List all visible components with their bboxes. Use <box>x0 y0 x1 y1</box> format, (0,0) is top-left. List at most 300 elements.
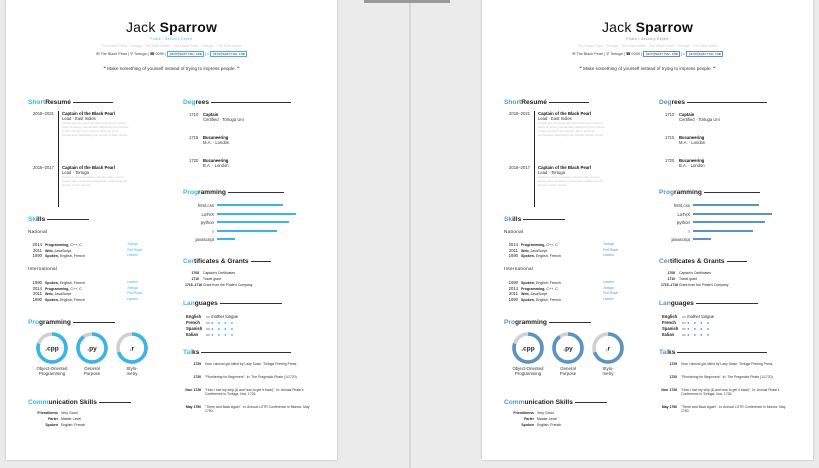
resume-sub: Lead · Tortuga <box>62 170 89 175</box>
resume-sub: Lead · East Indies <box>62 116 96 121</box>
degree-title: Bucaneering <box>203 158 229 163</box>
resume-desc: Found a secret treasure, lost the ship. Lorem ipsum dolor sit amet, consectetur adipiscing elit. Donec a diam lectus. <box>538 175 604 187</box>
section-certificates <box>183 258 271 265</box>
certificate-text: Travel grant <box>679 277 697 281</box>
section-programming-bars-accent: Prog <box>659 189 675 196</box>
skill-location: London <box>603 280 614 284</box>
resume-page-left <box>6 0 337 460</box>
skill-year: 2011 <box>32 247 42 253</box>
language-row <box>186 314 238 319</box>
degree-year: 1715 <box>665 135 675 140</box>
programming-bar-label: LaTeX <box>201 211 214 217</box>
section-degrees-rule <box>687 102 767 103</box>
language-row <box>186 326 235 331</box>
skill-row <box>30 247 142 253</box>
ring-caption <box>70 366 114 376</box>
homepage-link[interactable]: jack@sparrow.com <box>688 52 721 56</box>
section-languages-accent: Lan <box>659 300 671 307</box>
talk-year: May 1750 <box>185 405 201 409</box>
talk-year: 1729 <box>193 362 201 366</box>
talk-text: How I almost got killed by Lady Swan. Tortuga Printing Press. <box>205 362 298 366</box>
quote-text: Make something of yourself instead of trying to impress people. <box>583 66 712 71</box>
section-programming-bars <box>183 189 284 196</box>
skill-year: 1690 <box>508 280 518 285</box>
communication-key: Friendliness <box>513 411 534 415</box>
section-programming-bars-accent: Prog <box>183 189 199 196</box>
communication-key: Spoken <box>45 423 58 427</box>
first-name: Jack <box>125 19 156 35</box>
talk-year: 1720 <box>669 375 677 379</box>
skill-kind: Spoken, <box>521 254 535 258</box>
communication-row <box>504 417 557 421</box>
communication-row <box>28 411 78 415</box>
section-programming-bars <box>659 189 760 196</box>
language-level: ● ● ● ● <box>211 326 235 331</box>
skill-detail: JavaScript <box>54 292 72 296</box>
ring-label: .py <box>563 345 573 353</box>
certificate-year: 1708 <box>191 271 199 275</box>
language-name: Italian <box>662 332 675 337</box>
address-line: The Black Pearl · Tortuga · The East Indies · The Black Pearl · Tortuga · The East Indies <box>101 44 242 48</box>
skill-location: London <box>603 253 614 257</box>
talk-year: Nov. 1726 <box>185 388 201 392</box>
resume-desc: Finally got the good old ship back.Lorem ipsum dolor sit amet, consectetur adipiscing elit. Donec a diam lectus.Lorem ipsum dolor sit amet, consectetur adipiscing elit. Donec a diam lectus. <box>62 121 129 137</box>
language-name: English <box>186 314 202 319</box>
section-degrees-accent: Deg <box>183 99 196 106</box>
section-short-resume <box>28 99 113 106</box>
skill-year: 1690 <box>508 296 518 302</box>
section-communication-rest: unication Skills <box>524 399 573 406</box>
skill-year: 1690 <box>32 296 42 302</box>
ring-caption <box>110 366 154 376</box>
skill-location: Tortuga <box>127 242 138 246</box>
skill-location: London <box>127 296 138 301</box>
certificate-row <box>185 277 221 281</box>
section-programming-accent: Pro <box>28 319 39 326</box>
programming-bar-label: html,css <box>197 203 214 208</box>
language-name: Spanish <box>662 326 679 331</box>
section-languages <box>183 300 282 307</box>
skills-national-label: National <box>504 229 524 234</box>
section-programming-bars-rule <box>228 192 284 193</box>
section-certificates-rest: tificates & Grants <box>670 258 725 265</box>
skill-year: 1690 <box>32 253 42 258</box>
skill-kind: Programming, <box>521 286 546 291</box>
contact-ship: The Black Pearl <box>100 52 128 56</box>
section-programming-bars-rule <box>704 192 760 193</box>
language-icon: ▭ <box>682 320 688 325</box>
ring-label: .cpp <box>45 345 59 353</box>
section-talks-rest: ks <box>668 349 676 356</box>
section-degrees-rest: rees <box>671 99 686 106</box>
ring-caption-line2: Purpose <box>559 371 577 376</box>
ring-caption-line1: General <box>560 366 576 371</box>
skill-row <box>30 280 138 285</box>
programming-bar <box>217 238 235 240</box>
skill-year: 2011 <box>508 247 518 253</box>
quote <box>482 66 813 72</box>
certificate-row <box>661 271 711 275</box>
section-talks-accent: Tal <box>183 349 193 356</box>
skill-row <box>506 285 614 291</box>
communication-key: Parler <box>48 417 58 421</box>
skill-row <box>506 242 614 247</box>
programming-bar-label: python <box>676 220 690 225</box>
programming-bar-label: r <box>688 228 690 234</box>
section-certificates-rest: tificates & Grants <box>194 258 249 265</box>
skill-kind: Programming, <box>45 243 70 247</box>
communication-row <box>504 423 561 427</box>
skill-ring <box>35 331 69 365</box>
email-link[interactable]: jack@sparrow.com <box>645 52 678 56</box>
section-programming-rule <box>73 322 115 323</box>
skill-location: London <box>127 253 138 257</box>
homepage-icon: ⌂ <box>682 52 687 56</box>
skill-detail: JavaScript <box>530 292 548 296</box>
skill-kind: Web, <box>45 248 54 253</box>
section-languages-rule <box>220 303 282 304</box>
ring-label: .r <box>129 345 135 353</box>
section-short-resume-rest: Resumé <box>521 99 547 106</box>
programming-bar-label: html,css <box>673 203 690 208</box>
degree-sub: B.A. · London <box>203 163 229 168</box>
ring-caption-line1: Object-Oriented <box>36 366 68 371</box>
skill-detail: English, French <box>59 254 85 258</box>
section-certificates-accent: Cer <box>659 258 670 265</box>
resume-title: Captain of the Black Pearl <box>62 111 116 116</box>
resume-body <box>62 111 130 138</box>
talk-text: How I almost got killed by Lady Swan. Tortuga Printing Press. <box>681 362 774 366</box>
talk-year: 1720 <box>193 375 201 379</box>
ring-caption-line1: Stylo- <box>126 366 138 371</box>
language-name: Italian <box>186 332 199 337</box>
quote-text: Make something of yourself instead of trying to impress people. <box>107 66 236 71</box>
skill-detail: JavaScript <box>54 248 72 253</box>
skill-ring <box>551 331 585 365</box>
programming-bar <box>217 221 289 223</box>
contact-ship: The Black Pearl <box>576 52 604 56</box>
programming-bar-label: r <box>212 228 214 234</box>
skill-detail: JavaScript <box>530 248 548 253</box>
certificate-row <box>661 277 697 281</box>
section-programming-rule <box>549 322 591 323</box>
skill-detail: C++, C <box>70 243 82 247</box>
ring-caption-line1: General <box>84 366 100 371</box>
resume-desc: Finally got the good old ship back.Lorem ipsum dolor sit amet, consectetur adipiscing elit. Donec a diam lectus.Lorem ipsum dolor sit amet, consectetur adipiscing elit. Donec a diam lectus. <box>538 121 605 137</box>
address-line: The Black Pearl · Tortuga · The East Indies · The Black Pearl · Tortuga · The East Indies <box>577 44 718 48</box>
skill-ring <box>511 331 545 365</box>
ring-caption <box>546 366 590 376</box>
skill-row <box>30 253 138 258</box>
programming-bar <box>217 213 296 215</box>
quote-close-icon: ❞ <box>235 66 240 71</box>
skill-year: 1690 <box>508 253 518 258</box>
skill-year: 2014 <box>32 242 42 247</box>
ring-caption <box>506 366 550 376</box>
skill-row <box>506 291 618 296</box>
programming-bar <box>693 204 759 206</box>
last-name: Sparrow <box>635 19 694 35</box>
resume-body <box>538 111 606 138</box>
certificate-year: 1715–1716 <box>661 283 678 287</box>
language-level: ● ● ● ● <box>211 320 235 325</box>
skill-location: Port Royal <box>127 291 142 295</box>
skill-row <box>30 242 138 247</box>
language-row <box>662 314 714 319</box>
mail-icon: ✉ <box>96 52 101 56</box>
language-level: ● ● ● ● <box>687 320 711 325</box>
skill-location: Tortuga <box>603 285 614 290</box>
communication-row <box>28 417 81 421</box>
section-degrees-rest: rees <box>195 99 210 106</box>
contact-phone: 0099 <box>631 52 640 56</box>
section-talks <box>659 349 767 356</box>
section-skills <box>504 216 565 223</box>
resume-date: 2018–2021 <box>509 111 530 116</box>
communication-value: English, French <box>61 423 86 427</box>
degree-year: 1710 <box>665 112 675 117</box>
degree-title: Bucaneering <box>679 158 705 163</box>
section-skills-accent: Sk <box>28 216 37 223</box>
skill-location: Tortuga <box>127 285 138 290</box>
timeline-line <box>58 111 59 207</box>
section-languages-rest: guages <box>194 300 218 307</box>
communication-value: Master Level <box>537 417 558 421</box>
talk-text: "How I lost my ship (& and how to get it back)". In: Annual Pirate's Conference in Tortuga. Nov. 1726. <box>681 388 780 397</box>
section-communication-rule <box>575 402 607 403</box>
programming-bar <box>217 204 283 206</box>
language-icon: ▭ <box>682 326 688 331</box>
communication-value: Very Good <box>61 411 78 415</box>
section-talks-accent: Tal <box>659 349 669 356</box>
contact-place: Tortuga <box>133 52 147 56</box>
resume-title: Captain of the Black Pearl <box>538 165 592 170</box>
section-skills-rest: ills <box>36 216 46 223</box>
skill-detail: C++, C <box>546 286 558 291</box>
language-icon: ▭ <box>682 332 688 337</box>
language-icon: ▭ <box>206 320 212 325</box>
communication-row <box>28 423 85 427</box>
section-programming-accent: Pro <box>504 319 515 326</box>
quote-close-icon: ❞ <box>711 66 716 71</box>
resume-body <box>62 165 130 188</box>
skill-kind: Spoken, <box>521 297 535 302</box>
ring-caption <box>30 366 74 376</box>
section-communication-accent: Comm <box>504 399 525 406</box>
programming-bar <box>693 238 711 240</box>
certificate-text: Travel grant <box>203 277 221 281</box>
skill-detail: English, French <box>59 297 85 302</box>
section-talks-rest: ks <box>192 349 200 356</box>
contact-line: ✉ The Black Pearl | ⚲ Tortuga | ☎ 0099 | jack@sparrow.com | ⌂ jack@sparrow.com <box>572 52 721 56</box>
quote-open-icon: ❝ <box>579 66 584 71</box>
section-communication <box>504 399 607 406</box>
talk-year: 1729 <box>669 362 677 366</box>
homepage-icon: ⌂ <box>206 52 211 56</box>
resume-date: 2018–2021 <box>33 111 54 116</box>
section-certificates-rule <box>727 261 747 262</box>
section-talks <box>183 349 291 356</box>
skill-year: 2011 <box>32 291 42 296</box>
degree-year: 1715 <box>189 135 199 140</box>
map-pin-icon: ⚲ <box>130 52 134 56</box>
ring-caption-line1: Object-Oriented <box>512 366 544 371</box>
section-degrees <box>183 99 291 106</box>
ring-label: .cpp <box>521 345 535 353</box>
certificate-text: Grant from the Pirate's Company <box>203 283 253 287</box>
ring-label: .py <box>87 345 97 353</box>
language-row <box>662 332 711 337</box>
skill-detail: C++, C <box>70 286 82 291</box>
section-skills-accent: Sk <box>504 216 513 223</box>
degree-sub: M.A. · London <box>679 140 706 145</box>
skill-location: Port Royal <box>603 291 618 295</box>
resume-body <box>538 165 606 188</box>
resume-title: Captain of the Black Pearl <box>538 111 592 116</box>
resume-subtitle: Pirate ▪ Security Expert <box>626 37 669 41</box>
resume-sub: Lead · East Indies <box>538 116 572 121</box>
language-name: English <box>662 314 678 319</box>
certificate-text: Captain's Certificates <box>679 271 711 275</box>
phone-icon: ☎ <box>149 52 156 56</box>
skill-detail: English, French <box>535 297 561 302</box>
language-level: ● ● ● ● <box>687 332 711 337</box>
skill-row <box>30 296 138 302</box>
language-level: mother tongue <box>687 314 715 319</box>
language-icon: ▭ <box>206 314 212 319</box>
language-name: Spanish <box>186 326 203 331</box>
skill-location: London <box>603 296 614 301</box>
skill-row <box>506 296 614 302</box>
skill-year: 1690 <box>32 280 42 285</box>
ring-caption-line2: Purpose <box>83 371 101 376</box>
section-programming-rest: gramming <box>39 319 71 326</box>
quote-open-icon: ❝ <box>103 66 108 71</box>
ring-caption-line2: metry <box>602 371 614 376</box>
phone-icon: ☎ <box>625 52 632 56</box>
language-level: mother tongue <box>211 314 239 319</box>
contact-line: ✉ The Black Pearl | ⚲ Tortuga | ☎ 0099 | jack@sparrow.com | ⌂ jack@sparrow.com <box>96 52 245 56</box>
language-name: French <box>186 320 200 325</box>
section-programming <box>504 319 591 326</box>
first-name: Jack <box>601 19 632 35</box>
section-languages-rest: guages <box>670 300 694 307</box>
section-programming <box>28 319 115 326</box>
skill-kind: Spoken, <box>45 297 59 302</box>
section-short-resume-accent: Short <box>28 99 46 106</box>
skill-location: London <box>127 280 138 284</box>
section-skills-rule <box>47 219 89 220</box>
last-name: Sparrow <box>159 19 218 35</box>
resume-subtitle: Pirate ▪ Security Expert <box>150 37 193 41</box>
certificate-year: 1715–1716 <box>185 283 202 287</box>
skill-kind: Programming, <box>521 243 546 247</box>
language-row <box>662 326 711 331</box>
skill-row <box>506 253 614 258</box>
scroll-indicator <box>364 0 450 3</box>
skill-detail: English, French <box>535 254 561 258</box>
language-row <box>186 332 235 337</box>
programming-bar <box>693 230 753 232</box>
degree-year: 1720 <box>189 158 199 163</box>
ring-caption-line2: Programming <box>38 371 66 376</box>
section-short-resume-rule <box>73 102 113 103</box>
resume-sub: Lead · Tortuga <box>538 170 565 175</box>
talk-text: "Plundering for Beginners". In: The Pragmatic Pirate (1/1720). <box>681 375 774 379</box>
section-degrees <box>659 99 767 106</box>
skill-year: 2014 <box>508 285 518 291</box>
programming-bar-label: LaTeX <box>677 211 690 217</box>
skills-national-label: National <box>28 229 48 234</box>
section-communication-rule <box>99 402 131 403</box>
email-link[interactable]: jack@sparrow.com <box>169 52 202 56</box>
section-short-resume-rule <box>549 102 589 103</box>
ring-caption-line2: metry <box>126 371 138 376</box>
section-degrees-accent: Deg <box>659 99 672 106</box>
resume-title: Captain of the Black Pearl <box>62 165 116 170</box>
programming-bar-label: python <box>200 220 214 225</box>
skill-row <box>30 291 142 296</box>
degree-sub: Certified · Tortuga Uni <box>679 117 720 122</box>
timeline-line <box>534 111 535 207</box>
section-skills <box>28 216 89 223</box>
homepage-link[interactable]: jack@sparrow.com <box>212 52 245 56</box>
programming-bar <box>693 213 772 215</box>
skill-ring <box>115 331 149 365</box>
ring-label: .r <box>605 345 611 353</box>
certificate-row <box>185 271 235 275</box>
section-certificates <box>659 258 747 265</box>
section-languages <box>659 300 758 307</box>
section-degrees-rule <box>211 102 291 103</box>
section-talks-rule <box>677 352 767 353</box>
communication-value: Master Level <box>61 417 82 421</box>
degree-year: 1720 <box>665 158 675 163</box>
skill-year: 2011 <box>508 291 518 296</box>
section-programming-bars-rest: ramming <box>198 189 226 196</box>
skill-row <box>30 285 138 291</box>
language-level: ● ● ● ● <box>211 332 235 337</box>
skill-kind: Web, <box>521 292 530 296</box>
programming-bar <box>693 221 765 223</box>
degree-sub: Certified · Tortuga Uni <box>203 117 244 122</box>
section-programming-bars-rest: ramming <box>674 189 702 196</box>
page-gap <box>409 0 411 468</box>
certificate-row <box>661 283 728 287</box>
section-programming-rest: gramming <box>515 319 547 326</box>
talk-year: May 1750 <box>661 405 677 409</box>
section-certificates-accent: Cer <box>183 258 194 265</box>
skill-location: Port Royal <box>127 247 142 252</box>
language-row <box>662 320 711 325</box>
programming-bar-label: javascript <box>195 237 214 242</box>
language-name: French <box>662 320 676 325</box>
skill-ring <box>591 331 625 365</box>
section-languages-accent: Lan <box>183 300 195 307</box>
section-communication-accent: Comm <box>28 399 49 406</box>
communication-key: Parler <box>524 417 534 421</box>
resume-page-right <box>482 0 813 460</box>
skill-kind: Spoken, <box>45 254 59 258</box>
skill-year: 2014 <box>508 242 518 247</box>
certificate-year: 1710 <box>667 277 675 281</box>
degree-title: Bucaneering <box>679 135 705 140</box>
talk-text: "How I lost my ship (& and how to get it back)". In: Annual Pirate's Conference in Tortuga. Nov. 1726. <box>205 388 304 397</box>
communication-key: Friendliness <box>37 411 58 415</box>
skills-international-label: International <box>28 266 58 271</box>
skill-kind: Programming, <box>45 286 70 291</box>
skill-ring <box>75 331 109 365</box>
